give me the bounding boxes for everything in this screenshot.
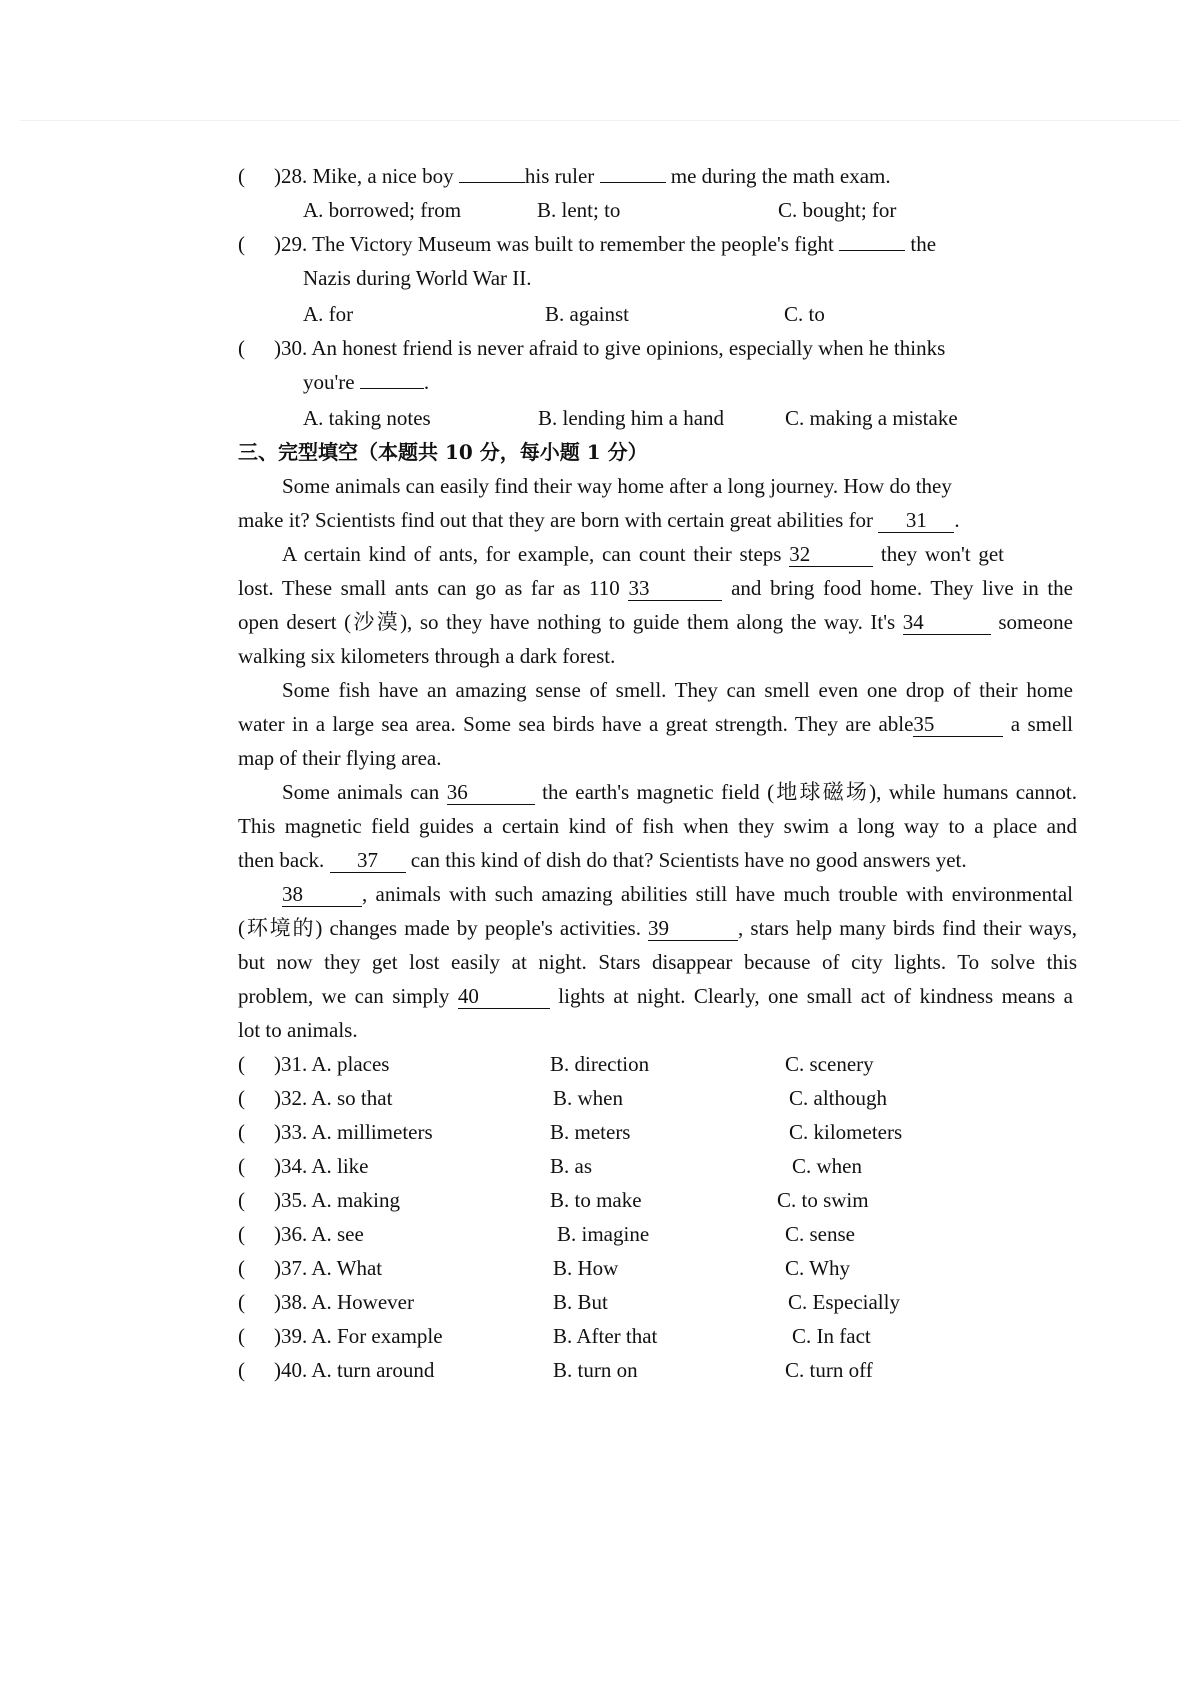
cloze-option-c[interactable]: C. turn off xyxy=(785,1358,873,1382)
answer-paren-open: ( xyxy=(238,232,245,256)
cloze-blank-40[interactable]: 40 xyxy=(458,984,550,1009)
passage-line: open desert (沙漠), so they have nothing to guide them along the way. It's 34 someone xyxy=(238,610,1073,634)
option-c[interactable]: C. bought; for xyxy=(778,198,897,222)
cloze-option-b[interactable]: B. to make xyxy=(550,1188,642,1212)
option-b[interactable]: B. against xyxy=(545,302,629,326)
cloze-option-b[interactable]: B. direction xyxy=(550,1052,650,1076)
answer-paren-open: ( xyxy=(238,1188,245,1212)
cloze-blank-32[interactable]: 32 xyxy=(789,542,873,567)
answer-paren-open: ( xyxy=(238,336,245,360)
passage-line: make it? Scientists find out that they are born with certain great abilities for 31 . xyxy=(238,508,960,532)
answer-paren-open: ( xyxy=(238,1154,245,1178)
passage-line: map of their flying area. xyxy=(238,746,442,770)
passage-line: walking six kilometers through a dark forest. xyxy=(238,644,616,668)
passage-line: Some fish have an amazing sense of smell. They can smell even one drop of their home xyxy=(282,678,1073,702)
answer-blank[interactable] xyxy=(360,388,424,389)
passage-line: This magnetic field guides a certain kind of fish when they swim a long way to a place and xyxy=(238,814,1077,838)
question-30-stem-cont: you're . xyxy=(303,370,430,394)
cloze-option-a[interactable]: )33. A. millimeters xyxy=(274,1120,433,1144)
answer-paren-open: ( xyxy=(238,164,245,188)
answer-blank[interactable] xyxy=(600,182,666,183)
passage-line: Some animals can 36 the earth's magnetic field (地球磁场), while humans cannot. xyxy=(282,780,1077,804)
question-30-stem: )30. An honest friend is never afraid to give opinions, especially when he thinks xyxy=(274,336,946,360)
question-29-stem: )29. The Victory Museum was built to remember the people's fight the xyxy=(274,232,937,256)
answer-paren-open: ( xyxy=(238,1052,245,1076)
cloze-option-a[interactable]: )40. A. turn around xyxy=(274,1358,435,1382)
question-29-stem-cont: Nazis during World War II. xyxy=(303,266,532,290)
cloze-option-b[interactable]: B. After that xyxy=(553,1324,658,1348)
cloze-blank-38[interactable]: 38 xyxy=(282,882,362,907)
option-a[interactable]: A. for xyxy=(303,302,354,326)
passage-line: problem, we can simply 40 lights at night. Clearly, one small act of kindness means a xyxy=(238,984,1073,1008)
option-c[interactable]: C. to xyxy=(784,302,825,326)
answer-paren-open: ( xyxy=(238,1222,245,1246)
passage-line: but now they get lost easily at night. Stars disappear because of city lights. To solve this xyxy=(238,950,1077,974)
cloze-option-a[interactable]: )36. A. see xyxy=(274,1222,364,1246)
cloze-option-a[interactable]: )34. A. like xyxy=(274,1154,369,1178)
answer-paren-open: ( xyxy=(238,1120,245,1144)
answer-paren-open: ( xyxy=(238,1324,245,1348)
passage-line: Some animals can easily find their way home after a long journey. How do they xyxy=(282,474,952,498)
passage-line: then back. 37 can this kind of dish do that? Scientists have no good answers yet. xyxy=(238,848,967,872)
cloze-option-a[interactable]: )39. A. For example xyxy=(274,1324,443,1348)
option-c[interactable]: C. making a mistake xyxy=(785,406,958,430)
cloze-option-c[interactable]: C. Why xyxy=(785,1256,850,1280)
cloze-option-c[interactable]: C. scenery xyxy=(785,1052,874,1076)
page-top-edge xyxy=(20,120,1180,121)
cloze-option-b[interactable]: B. when xyxy=(553,1086,623,1110)
option-a[interactable]: A. borrowed; from xyxy=(303,198,462,222)
answer-paren-open: ( xyxy=(238,1290,245,1314)
cloze-option-c[interactable]: C. sense xyxy=(785,1222,855,1246)
cloze-option-c[interactable]: C. to swim xyxy=(777,1188,869,1212)
cloze-option-b[interactable]: B. imagine xyxy=(557,1222,650,1246)
answer-blank[interactable] xyxy=(459,182,525,183)
cloze-option-a[interactable]: )38. A. However xyxy=(274,1290,414,1314)
answer-blank[interactable] xyxy=(839,250,905,251)
passage-line: lost. These small ants can go as far as 110 33 and bring food home. They live in the xyxy=(238,576,1074,600)
cloze-blank-34[interactable]: 34 xyxy=(903,610,991,635)
cloze-blank-33[interactable]: 33 xyxy=(628,576,722,601)
cloze-option-c[interactable]: C. when xyxy=(792,1154,862,1178)
cloze-option-a[interactable]: )31. A. places xyxy=(274,1052,390,1076)
option-b[interactable]: B. lent; to xyxy=(537,198,621,222)
cloze-blank-37[interactable]: 37 xyxy=(330,848,406,873)
cloze-option-b[interactable]: B. turn on xyxy=(553,1358,638,1382)
cloze-option-a[interactable]: )35. A. making xyxy=(274,1188,400,1212)
cloze-option-a[interactable]: )32. A. so that xyxy=(274,1086,393,1110)
passage-line: lot to animals. xyxy=(238,1018,358,1042)
cloze-blank-36[interactable]: 36 xyxy=(447,780,535,805)
option-b[interactable]: B. lending him a hand xyxy=(538,406,725,430)
cloze-option-b[interactable]: B. as xyxy=(550,1154,592,1178)
cloze-option-b[interactable]: B. But xyxy=(553,1290,608,1314)
answer-paren-open: ( xyxy=(238,1086,245,1110)
passage-line: A certain kind of ants, for example, can count their steps 32 they won't get xyxy=(282,542,1004,566)
cloze-blank-31[interactable]: 31 xyxy=(878,508,954,533)
cloze-option-c[interactable]: C. although xyxy=(789,1086,887,1110)
cloze-option-c[interactable]: C. kilometers xyxy=(789,1120,903,1144)
passage-line: 38 , animals with such amazing abilities still have much trouble with environmental xyxy=(282,882,1073,906)
cloze-option-c[interactable]: C. In fact xyxy=(792,1324,871,1348)
answer-paren-open: ( xyxy=(238,1256,245,1280)
cloze-option-b[interactable]: B. meters xyxy=(550,1120,631,1144)
passage-line: (环境的) changes made by people's activities. 39 , stars help many birds find their ways, xyxy=(238,916,1077,940)
cloze-option-b[interactable]: B. How xyxy=(553,1256,619,1280)
cloze-option-c[interactable]: C. Especially xyxy=(788,1290,900,1314)
passage-line: water in a large sea area. Some sea birds have a great strength. They are able35 a smell xyxy=(238,712,1073,736)
cloze-option-a[interactable]: )37. A. What xyxy=(274,1256,383,1280)
cloze-blank-39[interactable]: 39 xyxy=(648,916,738,941)
question-28-stem: )28. Mike, a nice boy his ruler me during the math exam. xyxy=(274,164,891,188)
cloze-blank-35[interactable]: 35 xyxy=(913,712,1003,737)
section-title: 三、完型填空（本题共 10 分，每小题 1 分） xyxy=(238,440,648,464)
answer-paren-open: ( xyxy=(238,1358,245,1382)
option-a[interactable]: A. taking notes xyxy=(303,406,431,430)
